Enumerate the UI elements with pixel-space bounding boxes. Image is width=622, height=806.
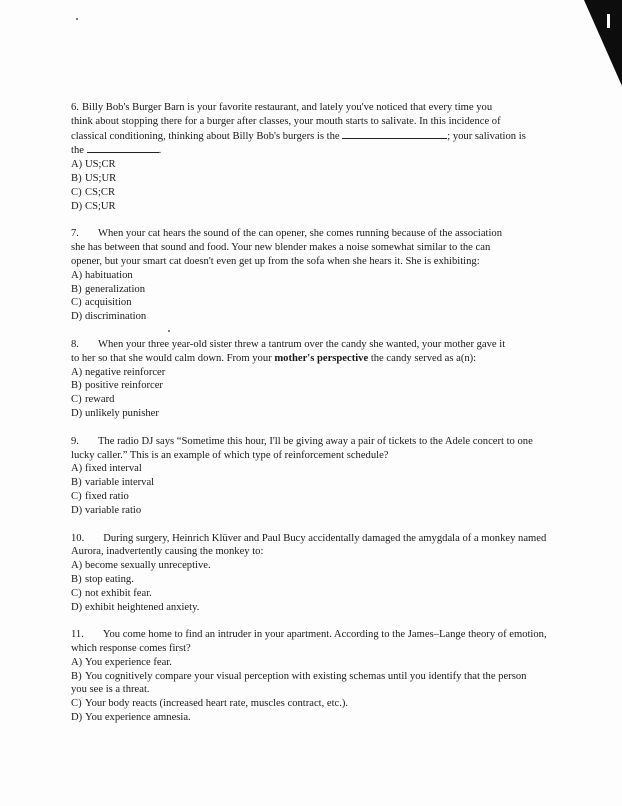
question-number: 8. (71, 338, 79, 350)
stem-line (71, 628, 613, 642)
corner-mark (584, 0, 622, 86)
stem-line (71, 255, 613, 269)
option-text: negative reinforcer (85, 366, 166, 378)
stem-text: The radio DJ says “Sometime this hour, I'll be giving away a pair of tickets to the Adele concert to one (97, 435, 533, 447)
corner-notch (607, 14, 610, 28)
option-letter: A) (71, 463, 83, 475)
question-8 (71, 338, 613, 421)
option-text: CS;UR (85, 200, 116, 212)
stem-text: lucky caller.” This is an example of which type of reinforcement schedule? (71, 449, 389, 461)
option-letter: D) (71, 407, 83, 419)
option-text: reward (85, 394, 115, 406)
answer-option (71, 476, 613, 490)
option-text: variable interval (85, 477, 155, 489)
answer-option (71, 366, 613, 380)
option-text: US;UR (85, 172, 117, 184)
question-7 (71, 227, 613, 324)
stem-text: opener, but your smart cat doesn't even get up from the sofa when she hears it. She is exhibiting: (71, 255, 480, 267)
answer-option (71, 200, 613, 214)
answer-option (71, 670, 613, 684)
answer-option (71, 711, 613, 725)
option-text: positive reinforcer (85, 380, 163, 392)
option-text: habituation (85, 269, 133, 281)
option-letter: C) (71, 394, 82, 406)
quiz-questions (71, 101, 613, 739)
option-text: become sexually unreceptive. (85, 560, 211, 572)
answer-option (71, 158, 613, 172)
question-stem (71, 628, 613, 656)
answer-option (71, 587, 613, 601)
stem-text: the (71, 145, 87, 157)
option-letter: D) (71, 601, 83, 613)
question-number: 6. (71, 102, 79, 113)
question-11 (71, 628, 613, 725)
stem-text: think about stopping there for a burger after classes, your mouth starts to salivate. In this incidence of (71, 115, 501, 127)
option-letter: D) (71, 311, 83, 323)
question-9 (71, 435, 613, 518)
answer-option (71, 462, 613, 476)
option-letter: C) (71, 297, 82, 309)
option-text: acquisition (85, 297, 132, 309)
stem-line (71, 545, 613, 559)
answer-option (71, 269, 613, 283)
answer-blank (87, 143, 159, 153)
stem-line (71, 129, 613, 144)
option-text: You cognitively compare your visual perception with existing schemas until you identify that the person (85, 670, 527, 682)
option-letter: C) (71, 186, 82, 198)
option-letter: C) (71, 587, 82, 599)
answer-option (71, 490, 613, 504)
option-letter: A) (71, 656, 83, 668)
scan-speck (76, 18, 78, 20)
option-text: CS;CR (85, 186, 116, 198)
answer-option (71, 310, 613, 324)
stem-text: You come home to find an intruder in your apartment. According to the James–Lange theory of emotion, (102, 629, 547, 641)
stem-text: During surgery, Heinrich Klüver and Paul Bucy accidentally damaged the amygdala of a monkey named (103, 532, 547, 544)
option-text: Your body reacts (increased heart rate, muscles contract, etc.). (85, 698, 349, 710)
option-text: fixed interval (85, 463, 142, 475)
option-letter: D) (71, 712, 83, 724)
answer-option (71, 283, 613, 297)
option-letter: B) (71, 573, 82, 585)
stem-text: Aurora, inadvertently causing the monkey to: (71, 546, 264, 558)
option-letter: D) (71, 504, 83, 516)
question-stem (71, 435, 613, 463)
answer-option (71, 573, 613, 587)
option-letter: C) (71, 698, 82, 710)
option-text: exhibit heightened anxiety. (85, 601, 200, 613)
answer-option (71, 172, 613, 186)
question-stem (71, 338, 613, 366)
stem-text: . (158, 145, 162, 157)
option-text: stop eating. (85, 573, 134, 585)
answer-option (71, 504, 613, 518)
option-letter: B) (71, 172, 82, 184)
answer-option (71, 296, 613, 310)
stem-line (71, 352, 613, 366)
answer-option (71, 656, 613, 670)
answer-option (71, 186, 613, 200)
option-letter: C) (71, 490, 82, 502)
option-letter: B) (71, 670, 82, 682)
option-letter: B) (71, 380, 82, 392)
option-text: You experience fear. (85, 656, 172, 668)
stem-line (71, 115, 613, 129)
question-6 (71, 101, 613, 213)
answer-option (71, 379, 613, 393)
stem-line (71, 143, 613, 158)
option-text: generalization (85, 283, 145, 295)
question-stem (71, 227, 613, 268)
option-letter: A) (71, 269, 83, 281)
stem-line (71, 435, 613, 449)
stem-text: the candy served as a(n): (368, 352, 477, 364)
option-text: fixed ratio (85, 490, 129, 502)
stem-text: When your cat hears the sound of the can opener, she comes running because of the association (97, 228, 503, 240)
option-text: variable ratio (85, 504, 142, 516)
question-number: 10. (71, 532, 85, 544)
option-text-continuation: you see is a threat. (71, 684, 150, 696)
option-text: US;CR (85, 159, 116, 171)
stem-line (71, 532, 613, 546)
option-letter: B) (71, 283, 82, 295)
stem-text: which response comes first? (71, 643, 191, 655)
option-letter: A) (71, 159, 83, 171)
question-stem (71, 532, 613, 560)
answer-option (71, 559, 613, 573)
stem-text: Billy Bob's Burger Barn is your favorite restaurant, and lately you've noticed that every time you (81, 102, 493, 113)
stem-text: classical conditioning, thinking about Billy Bob's burgers is the (71, 130, 343, 142)
answer-option (71, 393, 613, 407)
option-text: unlikely punisher (85, 407, 159, 419)
stem-line (71, 338, 613, 352)
option-text: You experience amnesia. (85, 712, 191, 724)
question-10 (71, 532, 613, 615)
question-stem (71, 101, 613, 158)
option-letter: D) (71, 200, 83, 212)
stem-text: When your three year-old sister threw a tantrum over the candy she wanted, your mother gave it (97, 338, 506, 350)
question-number: 9. (71, 435, 79, 447)
option-letter: A) (71, 560, 83, 572)
option-letter: A) (71, 366, 83, 378)
question-number: 7. (71, 228, 79, 240)
option-text: not exhibit fear. (85, 587, 152, 599)
answer-option (71, 407, 613, 421)
stem-text: to her so that she would calm down. From your (71, 352, 275, 364)
stem-line (71, 642, 613, 656)
stem-line (71, 449, 613, 463)
answer-blank (342, 129, 447, 139)
stem-text: she has between that sound and food. Your new blender makes a noise somewhat similar to the can (71, 242, 491, 254)
question-number: 11. (71, 629, 84, 641)
option-letter: B) (71, 477, 82, 489)
option-text: discrimination (85, 311, 147, 323)
stem-line (71, 227, 613, 241)
emphasized-text: mother's perspective (274, 352, 369, 364)
answer-option (71, 601, 613, 615)
answer-option (71, 697, 613, 711)
stem-line (71, 241, 613, 255)
stem-line (71, 101, 613, 115)
stem-text: ; your salivation is (447, 130, 526, 142)
